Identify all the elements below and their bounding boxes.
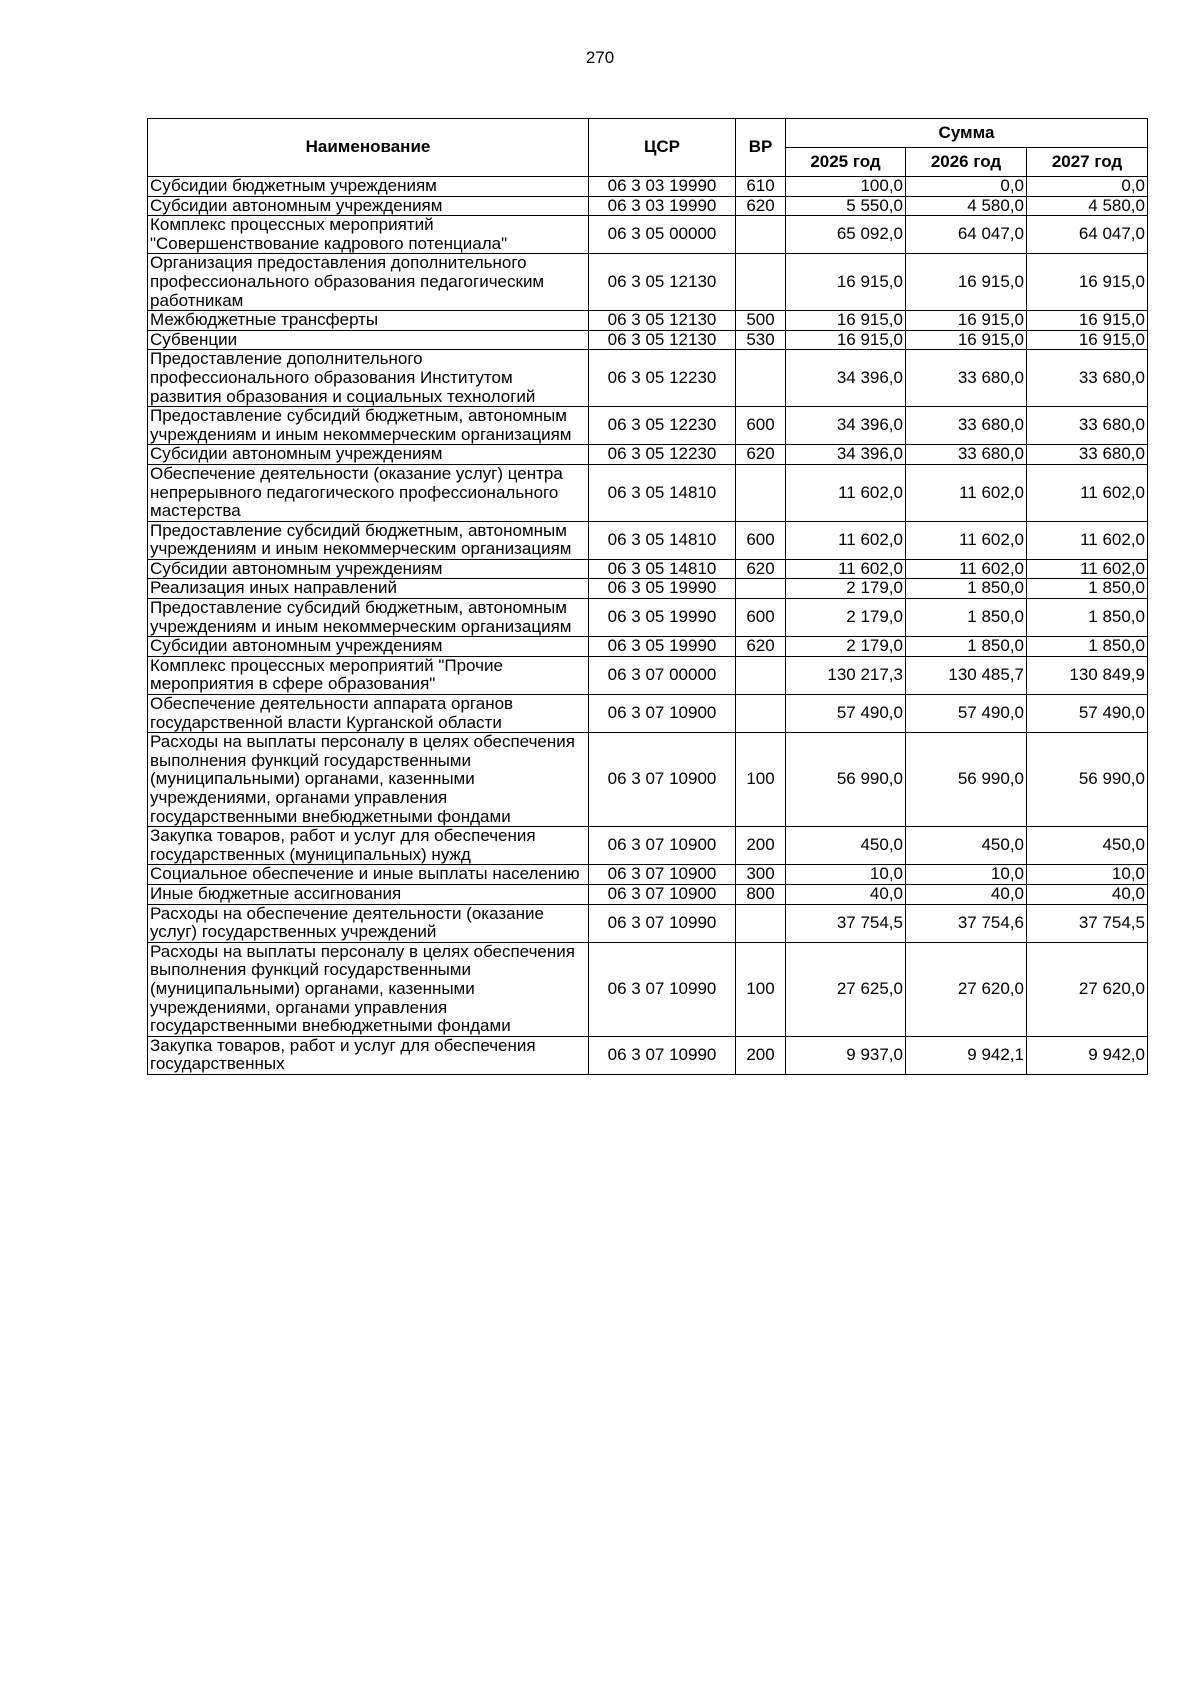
row-name: Расходы на выплаты персоналу в целях обеспечения выполнения функций государственными (муниципальными) органами, казенными учреждениями, органами управления государственными внебюджетными фондами bbox=[148, 942, 589, 1036]
table-row bbox=[148, 216, 1148, 254]
header-2025: 2025 год bbox=[786, 148, 906, 177]
row-name: Обеспечение деятельности аппарата органов государственной власти Курганской области bbox=[148, 695, 589, 733]
table-row bbox=[148, 196, 1148, 216]
row-2026-value: 1 850,0 bbox=[906, 599, 1027, 637]
row-2027-value: 64 047,0 bbox=[1027, 216, 1148, 254]
table-row bbox=[148, 311, 1148, 331]
table-row bbox=[148, 656, 1148, 694]
row-vr: 600 bbox=[736, 521, 786, 559]
row-name: Предоставление дополнительного профессионального образования Институтом развития образования и социальных технологий bbox=[148, 350, 589, 407]
row-2025-value: 2 179,0 bbox=[786, 637, 906, 657]
row-name: Закупка товаров, работ и услуг для обеспечения государственных bbox=[148, 1036, 589, 1074]
row-vr: 300 bbox=[736, 865, 786, 885]
row-2027-value: 11 602,0 bbox=[1027, 464, 1148, 521]
row-csr: 06 3 05 19990 bbox=[589, 599, 736, 637]
row-name: Субсидии автономным учреждениям bbox=[148, 637, 589, 657]
row-2026-value: 11 602,0 bbox=[906, 559, 1027, 579]
header-csr: ЦСР bbox=[589, 119, 736, 177]
row-vr: 620 bbox=[736, 196, 786, 216]
row-2026-value: 40,0 bbox=[906, 884, 1027, 904]
row-2027-value: 33 680,0 bbox=[1027, 350, 1148, 407]
row-csr: 06 3 05 00000 bbox=[589, 216, 736, 254]
row-2027-value: 33 680,0 bbox=[1027, 445, 1148, 465]
row-name: Комплекс процессных мероприятий "Прочие мероприятия в сфере образования" bbox=[148, 656, 589, 694]
row-vr: 610 bbox=[736, 177, 786, 197]
row-2025-value: 37 754,5 bbox=[786, 904, 906, 942]
row-2025-value: 11 602,0 bbox=[786, 521, 906, 559]
row-csr: 06 3 07 10990 bbox=[589, 1036, 736, 1074]
table-row bbox=[148, 827, 1148, 865]
row-2027-value: 1 850,0 bbox=[1027, 637, 1148, 657]
row-2026-value: 0,0 bbox=[906, 177, 1027, 197]
table-row bbox=[148, 599, 1148, 637]
row-2027-value: 9 942,0 bbox=[1027, 1036, 1148, 1074]
table-row bbox=[148, 445, 1148, 465]
row-csr: 06 3 03 19990 bbox=[589, 177, 736, 197]
row-2027-value: 56 990,0 bbox=[1027, 733, 1148, 827]
row-vr bbox=[736, 464, 786, 521]
row-2026-value: 130 485,7 bbox=[906, 656, 1027, 694]
table-row bbox=[148, 521, 1148, 559]
row-vr bbox=[736, 904, 786, 942]
table-row bbox=[148, 733, 1148, 827]
table-row bbox=[148, 177, 1148, 197]
row-csr: 06 3 05 14810 bbox=[589, 559, 736, 579]
row-vr: 530 bbox=[736, 330, 786, 350]
page-number: 270 bbox=[585, 48, 615, 67]
row-vr: 500 bbox=[736, 311, 786, 331]
row-vr: 600 bbox=[736, 599, 786, 637]
row-2027-value: 16 915,0 bbox=[1027, 254, 1148, 311]
row-2025-value: 130 217,3 bbox=[786, 656, 906, 694]
row-2025-value: 2 179,0 bbox=[786, 599, 906, 637]
row-2027-value: 4 580,0 bbox=[1027, 196, 1148, 216]
header-2026: 2026 год bbox=[906, 148, 1027, 177]
row-2027-value: 10,0 bbox=[1027, 865, 1148, 885]
row-name: Субсидии автономным учреждениям bbox=[148, 559, 589, 579]
row-vr: 600 bbox=[736, 407, 786, 445]
row-name: Субсидии бюджетным учреждениям bbox=[148, 177, 589, 197]
row-name: Субсидии автономным учреждениям bbox=[148, 196, 589, 216]
row-2025-value: 57 490,0 bbox=[786, 695, 906, 733]
row-csr: 06 3 05 12130 bbox=[589, 311, 736, 331]
row-vr: 100 bbox=[736, 942, 786, 1036]
row-2026-value: 56 990,0 bbox=[906, 733, 1027, 827]
row-2026-value: 16 915,0 bbox=[906, 311, 1027, 331]
row-name: Комплекс процессных мероприятий "Совершенствование кадрового потенциала" bbox=[148, 216, 589, 254]
row-vr bbox=[736, 579, 786, 599]
row-vr bbox=[736, 695, 786, 733]
row-2027-value: 27 620,0 bbox=[1027, 942, 1148, 1036]
row-csr: 06 3 05 12230 bbox=[589, 407, 736, 445]
row-2026-value: 4 580,0 bbox=[906, 196, 1027, 216]
row-csr: 06 3 05 12130 bbox=[589, 254, 736, 311]
table-row bbox=[148, 407, 1148, 445]
row-csr: 06 3 05 14810 bbox=[589, 521, 736, 559]
row-2027-value: 16 915,0 bbox=[1027, 330, 1148, 350]
row-2027-value: 57 490,0 bbox=[1027, 695, 1148, 733]
row-csr: 06 3 05 14810 bbox=[589, 464, 736, 521]
row-csr: 06 3 05 12230 bbox=[589, 445, 736, 465]
row-vr: 100 bbox=[736, 733, 786, 827]
row-vr: 200 bbox=[736, 1036, 786, 1074]
row-name: Закупка товаров, работ и услуг для обеспечения государственных (муниципальных) нужд bbox=[148, 827, 589, 865]
row-name: Социальное обеспечение и иные выплаты населению bbox=[148, 865, 589, 885]
row-vr bbox=[736, 216, 786, 254]
row-2026-value: 450,0 bbox=[906, 827, 1027, 865]
row-2025-value: 100,0 bbox=[786, 177, 906, 197]
row-2026-value: 33 680,0 bbox=[906, 407, 1027, 445]
row-2027-value: 40,0 bbox=[1027, 884, 1148, 904]
row-2026-value: 11 602,0 bbox=[906, 464, 1027, 521]
row-name: Межбюджетные трансферты bbox=[148, 311, 589, 331]
row-2025-value: 16 915,0 bbox=[786, 311, 906, 331]
header-name: Наименование bbox=[148, 119, 589, 177]
row-2025-value: 2 179,0 bbox=[786, 579, 906, 599]
table-row bbox=[148, 330, 1148, 350]
row-2026-value: 33 680,0 bbox=[906, 350, 1027, 407]
row-2025-value: 10,0 bbox=[786, 865, 906, 885]
table-row bbox=[148, 904, 1148, 942]
row-2025-value: 40,0 bbox=[786, 884, 906, 904]
table-row bbox=[148, 350, 1148, 407]
row-2027-value: 37 754,5 bbox=[1027, 904, 1148, 942]
header-vr: ВР bbox=[736, 119, 786, 177]
row-csr: 06 3 05 19990 bbox=[589, 579, 736, 599]
row-name: Субвенции bbox=[148, 330, 589, 350]
row-2027-value: 130 849,9 bbox=[1027, 656, 1148, 694]
row-csr: 06 3 07 10900 bbox=[589, 695, 736, 733]
table-row bbox=[148, 1036, 1148, 1074]
row-2027-value: 0,0 bbox=[1027, 177, 1148, 197]
row-name: Реализация иных направлений bbox=[148, 579, 589, 599]
row-name: Расходы на выплаты персоналу в целях обеспечения выполнения функций государственными (муниципальными) органами, казенными учреждениями, органами управления государственными внебюджетными фондами bbox=[148, 733, 589, 827]
row-name: Обеспечение деятельности (оказание услуг) центра непрерывного педагогического профессионального мастерства bbox=[148, 464, 589, 521]
header-2027: 2027 год bbox=[1027, 148, 1148, 177]
row-2025-value: 34 396,0 bbox=[786, 445, 906, 465]
row-csr: 06 3 07 00000 bbox=[589, 656, 736, 694]
row-2025-value: 27 625,0 bbox=[786, 942, 906, 1036]
table-row bbox=[148, 884, 1148, 904]
row-csr: 06 3 05 19990 bbox=[589, 637, 736, 657]
row-2026-value: 16 915,0 bbox=[906, 254, 1027, 311]
row-2025-value: 11 602,0 bbox=[786, 559, 906, 579]
row-name: Организация предоставления дополнительного профессионального образования педагогическим работникам bbox=[148, 254, 589, 311]
row-vr bbox=[736, 350, 786, 407]
row-2026-value: 57 490,0 bbox=[906, 695, 1027, 733]
row-vr: 620 bbox=[736, 445, 786, 465]
row-2026-value: 33 680,0 bbox=[906, 445, 1027, 465]
row-2025-value: 9 937,0 bbox=[786, 1036, 906, 1074]
row-2025-value: 450,0 bbox=[786, 827, 906, 865]
row-2026-value: 27 620,0 bbox=[906, 942, 1027, 1036]
row-vr bbox=[736, 254, 786, 311]
row-2026-value: 37 754,6 bbox=[906, 904, 1027, 942]
row-2026-value: 1 850,0 bbox=[906, 579, 1027, 599]
table-row bbox=[148, 579, 1148, 599]
table-row bbox=[148, 637, 1148, 657]
row-2026-value: 9 942,1 bbox=[906, 1036, 1027, 1074]
row-csr: 06 3 07 10900 bbox=[589, 827, 736, 865]
row-2025-value: 16 915,0 bbox=[786, 330, 906, 350]
row-2025-value: 11 602,0 bbox=[786, 464, 906, 521]
row-name: Субсидии автономным учреждениям bbox=[148, 445, 589, 465]
row-2026-value: 11 602,0 bbox=[906, 521, 1027, 559]
row-vr: 800 bbox=[736, 884, 786, 904]
table-row bbox=[148, 464, 1148, 521]
row-2026-value: 64 047,0 bbox=[906, 216, 1027, 254]
row-csr: 06 3 03 19990 bbox=[589, 196, 736, 216]
row-2025-value: 34 396,0 bbox=[786, 407, 906, 445]
row-2025-value: 5 550,0 bbox=[786, 196, 906, 216]
row-2026-value: 10,0 bbox=[906, 865, 1027, 885]
row-vr bbox=[736, 656, 786, 694]
row-csr: 06 3 07 10900 bbox=[589, 884, 736, 904]
row-2027-value: 450,0 bbox=[1027, 827, 1148, 865]
row-vr: 200 bbox=[736, 827, 786, 865]
row-vr: 620 bbox=[736, 559, 786, 579]
table-row bbox=[148, 695, 1148, 733]
row-2025-value: 56 990,0 bbox=[786, 733, 906, 827]
row-2025-value: 65 092,0 bbox=[786, 216, 906, 254]
table-header-row bbox=[148, 119, 1148, 148]
row-2025-value: 16 915,0 bbox=[786, 254, 906, 311]
row-2027-value: 16 915,0 bbox=[1027, 311, 1148, 331]
row-2025-value: 34 396,0 bbox=[786, 350, 906, 407]
row-name: Предоставление субсидий бюджетным, автономным учреждениям и иным некоммерческим организациям bbox=[148, 407, 589, 445]
row-2027-value: 1 850,0 bbox=[1027, 599, 1148, 637]
budget-table bbox=[147, 118, 1148, 1075]
row-2027-value: 11 602,0 bbox=[1027, 559, 1148, 579]
row-csr: 06 3 07 10990 bbox=[589, 904, 736, 942]
row-name: Предоставление субсидий бюджетным, автономным учреждениям и иным некоммерческим организациям bbox=[148, 521, 589, 559]
table-row bbox=[148, 942, 1148, 1036]
table-body bbox=[148, 177, 1148, 1075]
row-csr: 06 3 07 10900 bbox=[589, 733, 736, 827]
row-csr: 06 3 07 10900 bbox=[589, 865, 736, 885]
row-csr: 06 3 07 10990 bbox=[589, 942, 736, 1036]
table-row bbox=[148, 254, 1148, 311]
row-csr: 06 3 05 12130 bbox=[589, 330, 736, 350]
row-2027-value: 1 850,0 bbox=[1027, 579, 1148, 599]
table-row bbox=[148, 865, 1148, 885]
row-vr: 620 bbox=[736, 637, 786, 657]
header-sum: Сумма bbox=[786, 119, 1148, 148]
row-2027-value: 11 602,0 bbox=[1027, 521, 1148, 559]
table-row bbox=[148, 559, 1148, 579]
row-2027-value: 33 680,0 bbox=[1027, 407, 1148, 445]
row-2026-value: 16 915,0 bbox=[906, 330, 1027, 350]
row-name: Предоставление субсидий бюджетным, автономным учреждениям и иным некоммерческим организациям bbox=[148, 599, 589, 637]
row-name: Расходы на обеспечение деятельности (оказание услуг) государственных учреждений bbox=[148, 904, 589, 942]
row-2026-value: 1 850,0 bbox=[906, 637, 1027, 657]
row-csr: 06 3 05 12230 bbox=[589, 350, 736, 407]
row-name: Иные бюджетные ассигнования bbox=[148, 884, 589, 904]
